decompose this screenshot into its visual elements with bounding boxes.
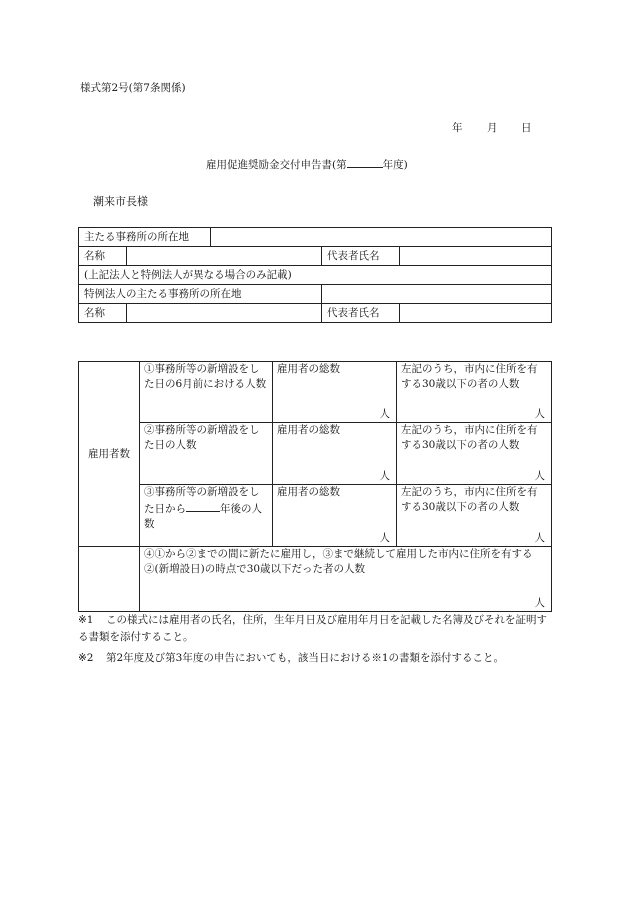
table-row [79,285,552,304]
local-cell-2[interactable] [397,423,552,485]
representative-field[interactable] [400,247,552,266]
row4-unit: 人 [534,597,545,609]
local-unit-1: 人 [534,408,545,420]
table-row [79,485,552,547]
note-2 [78,650,551,667]
row4-label: ④①から②までの間に新たに雇用し，③まで継続して雇用した市内に住所を有する②(新増設日)の時点で30歳以下だった者の人数 [144,548,533,575]
total-unit-2: 人 [379,470,390,482]
total-cell-2[interactable] [273,423,397,485]
local-unit-3: 人 [534,532,545,544]
item-label-3-after: 年後の人数 [144,503,262,530]
total-label-3: 雇用者の総数 [277,486,340,498]
date-day: 日 [521,122,532,134]
special-name-label: 名称 [79,304,127,323]
local-cell-3[interactable] [397,485,552,547]
note-1-text: この様式には雇用者の氏名，住所，生年月日及び雇用年月日を記載した名簿及びそれを証明する書類を添付すること。 [78,614,547,643]
special-name-field[interactable] [127,304,322,323]
total-label-1: 雇用者の総数 [277,363,340,375]
local-label-3: 左記のうち，市内に住所を有する30歳以下の者の人数 [401,486,538,513]
note-1-mark: ※1 [78,614,94,626]
total-label-2: 雇用者の総数 [277,424,340,436]
total-cell-1[interactable] [273,362,397,423]
table-row [79,266,552,285]
years-after-blank[interactable] [186,500,220,512]
table-row [79,423,552,485]
total-cell-3[interactable] [273,485,397,547]
employee-table [78,361,552,612]
form-number: 様式第2号(第7条関係) [80,82,186,94]
table-row [79,362,552,423]
local-label-2: 左記のうち，市内に住所を有する30歳以下の者の人数 [401,424,538,451]
item-label-1: ①事務所等の新増設をした日の6月前における人数 [140,362,273,423]
item-label-3-before: ③事務所等の新増設をした日から [144,486,260,515]
row4-cell[interactable] [140,547,552,612]
special-office-address-label: 特例法人の主たる事務所の所在地 [79,285,322,304]
local-cell-1[interactable] [397,362,552,423]
special-representative-field[interactable] [400,304,552,323]
note-1 [78,612,551,646]
total-unit-1: 人 [379,408,390,420]
addressee: 潮来市長様 [93,195,148,208]
document-title [206,156,408,172]
item-label-3 [140,485,273,547]
date-year: 年 [452,122,463,134]
note-2-mark: ※2 [78,652,94,664]
applicant-table [78,227,552,323]
title-before: 雇用促進奨励金交付申告書(第 [206,159,347,171]
table-row [79,247,552,266]
special-office-address-field[interactable] [322,285,552,304]
fiscal-year-blank[interactable] [347,156,383,168]
special-representative-label: 代表者氏名 [322,304,400,323]
item-label-2: ②事務所等の新増設をした日の人数 [140,423,273,485]
table-row [79,304,552,323]
table-row [79,547,552,612]
total-unit-3: 人 [379,532,390,544]
table-row [79,228,552,247]
main-office-address-label: 主たる事務所の所在地 [79,228,211,247]
employee-count-header: 雇用者数 [79,362,140,547]
conditional-note: (上記法人と特例法人が異なる場合のみ記載) [79,266,552,285]
row4-spacer [79,547,140,612]
local-unit-2: 人 [534,470,545,482]
representative-label: 代表者氏名 [322,247,400,266]
main-office-address-field[interactable] [211,228,552,247]
name-label: 名称 [79,247,127,266]
name-field[interactable] [127,247,322,266]
title-after: 年度) [382,159,408,171]
date-month: 月 [487,122,498,134]
local-label-1: 左記のうち，市内に住所を有する30歳以下の者の人数 [401,363,538,390]
note-2-text: 第2年度及び第3年度の申告においても，該当日における※1の書類を添付すること。 [106,652,505,664]
